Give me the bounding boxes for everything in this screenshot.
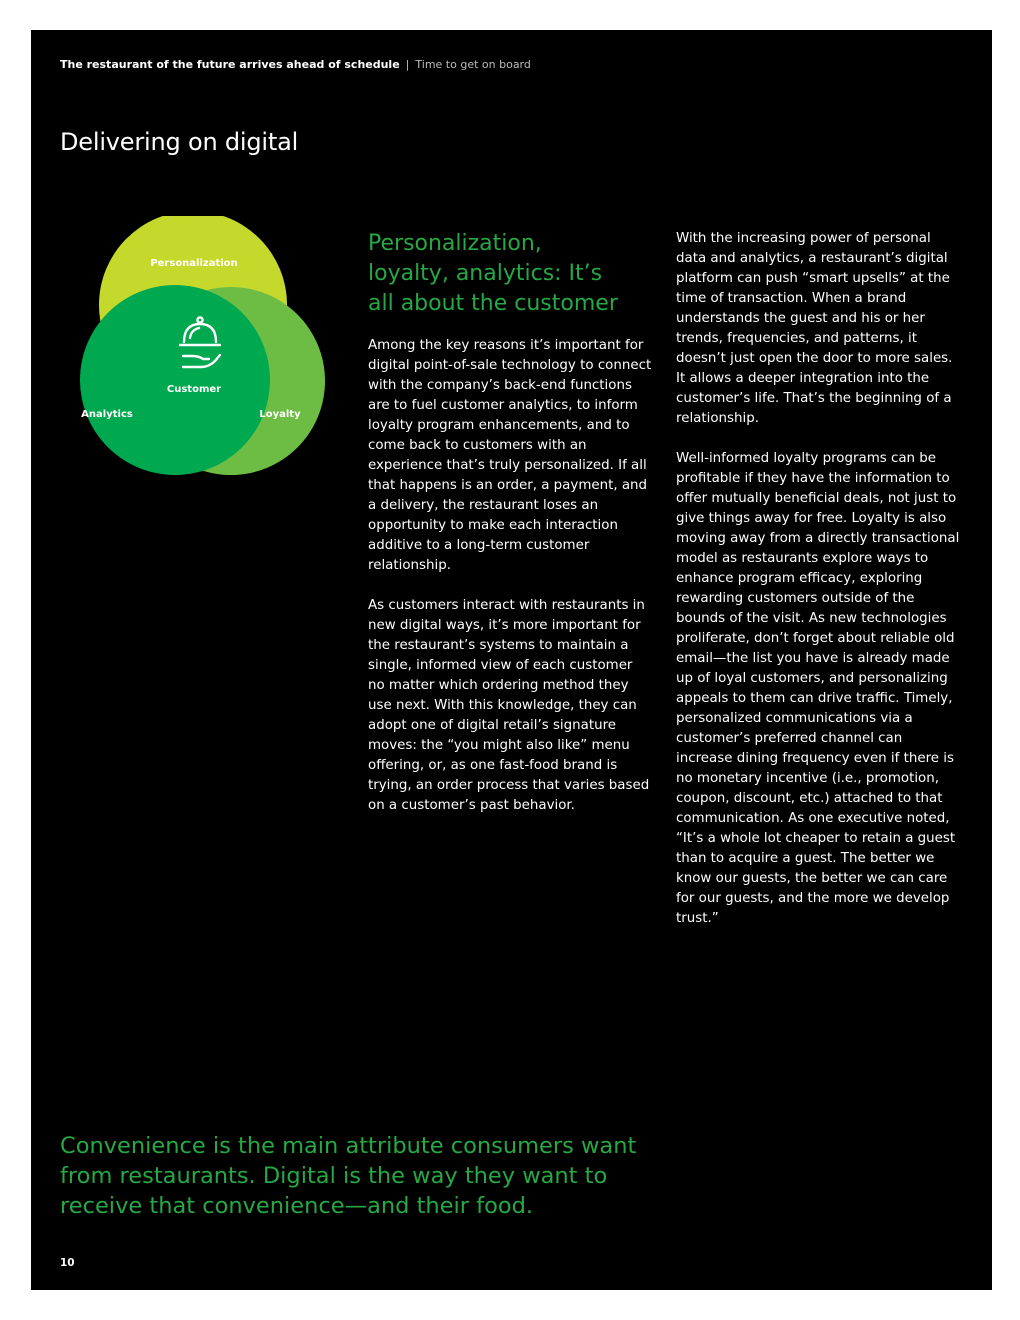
section-subheading: Personalization, loyalty, analytics: It’s all about the customer (368, 231, 618, 316)
venn-diagram (71, 216, 331, 486)
body-column-middle (368, 336, 653, 836)
venn-label-customer: Customer (166, 384, 222, 395)
paragraph: With the increasing power of personal data and analytics, a restaurant’s digital platform can push “smart upsells” at the time of transaction. When a brand understands the guest and his or her trends, frequencies, and patterns, it doesn’t just open the door to more sales. It allows a deeper integration into the customer’s life. That’s the beginning of a relationship. (676, 231, 953, 426)
body-column-right (676, 229, 961, 949)
paragraph: Well-informed loyalty programs can be profitable if they have the information to offer mutually beneficial deals, not just to give things away for free. Loyalty is also moving away from a directly transactional model as restaurants explore ways to enhance program efficacy, exploring rewarding customers outside of the bounds of the visit. As new technologies proliferate, don’t forget about reliable old email—the list you have is already made up of loyal customers, and personalizing appeals to them can drive traffic. Timely, personalized communications via a customer’s preferred channel can increase dining frequency even if there is no monetary incentive (i.e., promotion, coupon, discount, etc.) attached to that communication. As one executive noted, “It’s a whole lot cheaper to retain a guest than to acquire a guest. The better we know our guests, the better we can care for our guests, and the more we develop trust.” (676, 451, 960, 926)
section-title: Time to get on board (415, 58, 531, 71)
page-heading: Delivering on digital (60, 128, 299, 156)
paragraph: As customers interact with restaurants in new digital ways, it’s more important for the restaurant’s systems to maintain a single, informed view of each customer no matter which ordering method they use next. With this knowledge, they can adopt one of digital retail’s signature moves: the “you might also like” menu offering, or, as one fast-food brand is trying, an order process that varies based on a customer’s past behavior. (368, 598, 650, 813)
page (31, 30, 992, 1290)
page-number: 10 (60, 1257, 75, 1269)
header-separator: | (405, 58, 410, 71)
paragraph: Among the key reasons it’s important for digital point-of-sale technology to connect with the company’s back-end functions are to fuel customer analytics, to inform loyalty program enhancements, and to come back to customers with an experience that’s truly personalized. If all that happens is an order, a payment, and a delivery, the restaurant loses an opportunity to make each interaction additive to a long-term customer relationship. (368, 338, 652, 573)
serving-cloche-hand-icon (179, 316, 223, 370)
venn-label-analytics: Analytics (81, 409, 133, 420)
pull-quote: Convenience is the main attribute consumers want from restaurants. Digital is the way they want to receive that convenience—and their food. (60, 1133, 637, 1219)
venn-label-personalization: Personalization (150, 258, 238, 269)
document-title: The restaurant of the future arrives ahead of schedule (60, 58, 400, 71)
venn-label-loyalty: Loyalty (259, 409, 301, 420)
analytics-circle (80, 285, 270, 475)
running-header (60, 58, 531, 71)
